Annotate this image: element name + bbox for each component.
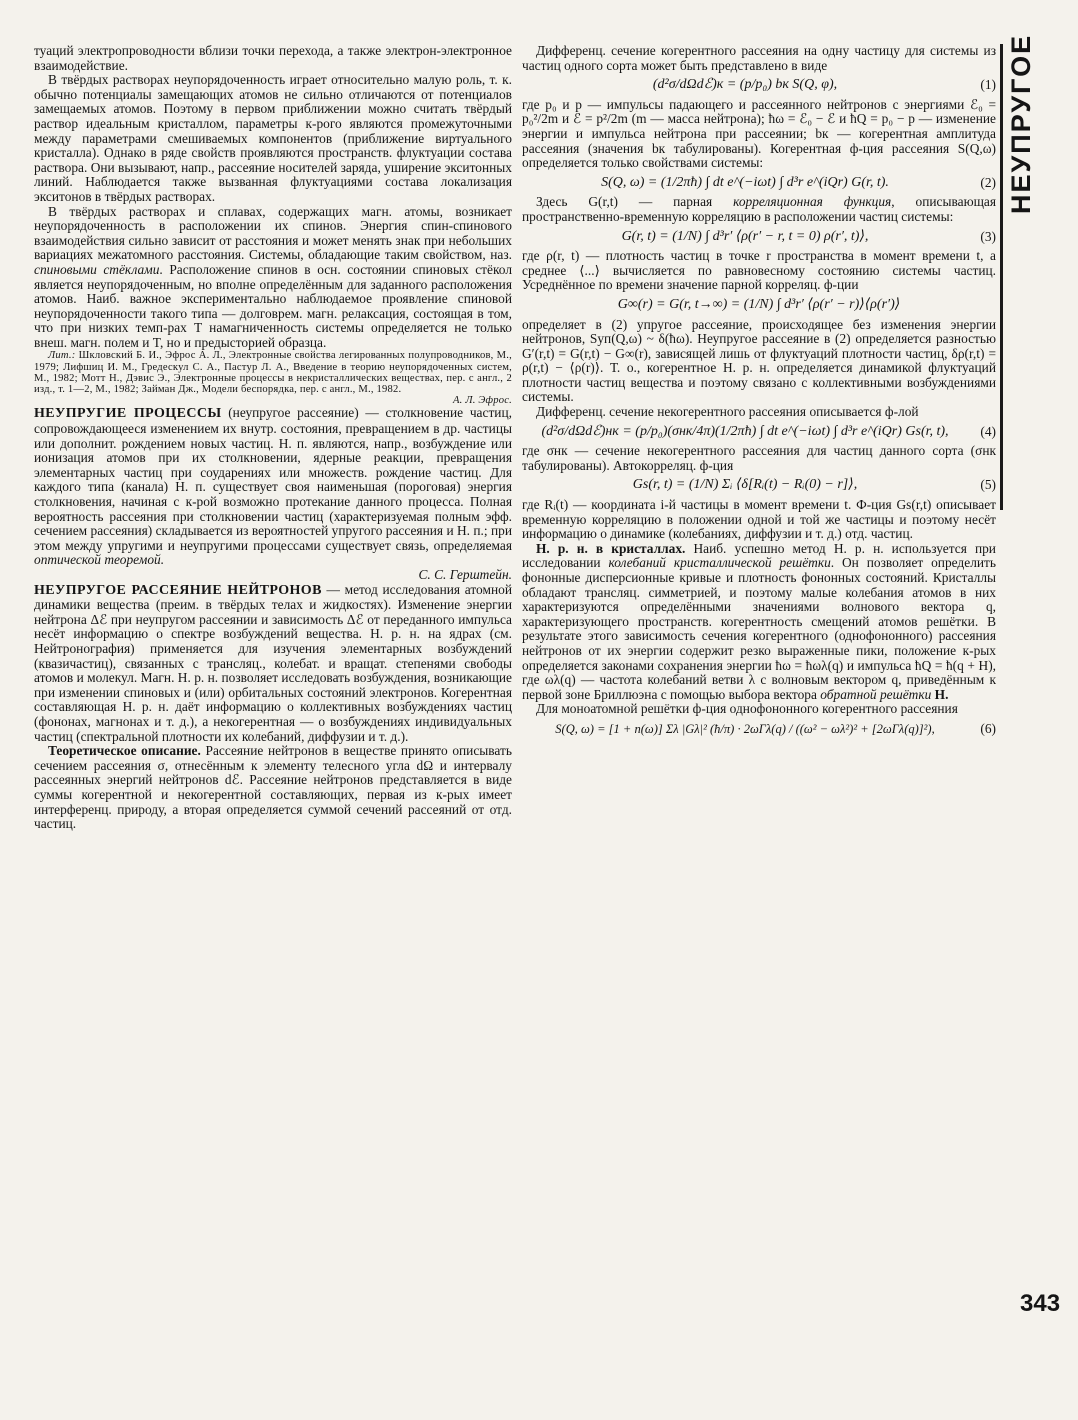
entry-body: — метод исследования атомной динамики вещества (преим. в твёрдых телах и жидкостях). Изменение энергии нейтрона Δℰ при неупругом рассеянии и зависимость Δℰ от переданного импульса несёт информацию о спектре возбуждений вещества. Н. р. н. на ядрах (см. Нейтронография) применяется для изучения элементарных возбуждений (квазичастиц), связанных с трансляц., колебат. и вращат. степенями свободы атомов и молекул. Магн. Н. р. н. позволяет исследовать возбуждения, возникающие при изменении спиновых и (или) орбитальных состояний электронов. Когерентная составляющая Н. р. н. даёт информацию о коллективных возбуждениях частиц (фононах, магнонах и т. д.), а некогерентная — о возбуждениях индивидуальных частиц (спектральной плотности их колебаний, диффузии и т. д.). — [34, 581, 512, 744]
text-run: . Он позволяет определить фононные дисперсионные кривые и плотность фононных состояний. Кристаллы обладают трансляц. симметрией, и поэтому малые колебания атомов в них характеризуются определёнными значениями волнового вектора q, характеризующего пространств. когерентность смещений атомов решётки. В результате этого зависимость сечения когерентного (однофононного) рассеяния нейтронов от их энергии содержит резко выраженные пики, положение к-рых определяется законами сохранения энергии ħω = ħωλ(q) и импульса ħQ = ħ(q + H), где ωλ(q) — частота колебаний ветви λ с волновым вектором q, приведённым к первой зоне Бриллюэна с помощью выбора вектора — [522, 555, 996, 702]
paragraph-incoherent: Дифференц. сечение некогерентного рассеяния описывается ф-лой — [536, 404, 919, 420]
term-spin-glasses: спиновыми стёклами — [34, 261, 160, 277]
headword-inelastic-processes: НЕУПРУГИЕ ПРОЦЕССЫ — [34, 406, 222, 422]
equation-3 — [522, 230, 996, 245]
equation-number: (4) — [980, 423, 996, 439]
margin-rule — [1000, 44, 1003, 510]
entry-inelastic-processes — [34, 406, 512, 582]
lit-text: Шкловский Б. И., Эфрос А. Л., Электронные свойства легированных полупроводников, М., 1979; Лифшиц И. М., Гредескул С. А., Пастур Л. А., Введение в теорию неупорядоченных систем, М., 1982; Мотт Н., Дэвис Э., Электронные процессы в некристаллических веществах, пер. с англ., 2 изд., т. 1—2, М., 1982; Займан Дж., Модели беспорядка, пер. с англ., М., 1982. — [34, 350, 512, 396]
paragraph-solid-solutions: В твёрдых растворах неупорядоченность играет относительно малую роль, т. к. обычно потенциалы замещающих атомов не сильно отличаются от потенциалов замещаемых атомов. Поэтому в первом приближении можно считать твёрдый раствор идеальным кристаллом, параметры к-рого являются промежуточными между параметрами смешиваемых компонентов (приближение виртуального кристалла). Однако в ряде свойств проявляются пространств. флуктуации состава раствора. Они вызывают, напр., рассеяние носителей заряда, уширение экситонных линий. Наблюдается также вызванная флуктуациями состава локализация экситонов в твёрдых растворах. — [34, 72, 512, 204]
lit-label: Лит.: — [48, 350, 76, 362]
left-column — [34, 44, 512, 832]
equation-number: (2) — [980, 174, 996, 190]
equation-2 — [522, 176, 996, 191]
author-signature: А. Л. Эфрос. — [452, 395, 512, 407]
equation-formula: G(r, t) = (1/N) ∫ d³r′ ⟨ρ(r′ − r, t = 0) ρ(r′, t)⟩, — [621, 228, 869, 244]
link-optical-theorem: оптической теоремой. — [34, 552, 165, 568]
equation-g-infinity — [522, 298, 996, 313]
subheading-theory: Теоретическое описание. — [48, 743, 201, 759]
equation-number: (6) — [980, 720, 996, 736]
paragraph-momenta: где p₀ и p — импульсы падающего и рассеянного нейтронов с энергиями ℰ₀ = p₀²/2m и ℰ = p²/2m (m — масса нейтрона); ħω = ℰ₀ − ℰ и ħQ = p₀ − p — изменение энергии и импульса нейтрона при рассеянии; bк — когерентная амплитуда рассеяния (значения bк табулированы). Когерентная ф-ция рассеяния S(Q,ω) определяется только свойствами системы: — [522, 96, 996, 171]
paragraph-coherent-section: Дифференц. сечение когерентного рассеяния на одну частицу для системы из частиц одного сорта может быть представлено в виде — [522, 43, 996, 73]
term-lattice-vibrations: колебаний кристаллической решётки — [608, 555, 831, 571]
author-signature: С. С. Герштейн. — [418, 567, 512, 583]
text-run: , описывающая пространственно-временную корреляцию в расположении частиц системы: — [522, 194, 996, 224]
text-run: Наиб. успешно метод Н. р. н. используется при исследовании — [522, 540, 996, 571]
equation-4 — [522, 425, 996, 440]
text-run: Рассеяние нейтронов в веществе принято описывать сечением рассеяния σ, отнесённым к элементу телесного угла dΩ и интервалу рассеянных энергий нейтронов dℰ. Рассеяние нейтронов представляется в виде суммы когерентной и некогерентной составляющих, первая из к-рых имеет интерференц. природу, а вторая определяется суммой сечений рассеяний от отд. частиц. — [34, 743, 512, 832]
equation-formula — [522, 78, 968, 93]
equation-formula: Gs(r, t) = (1/N) Σᵢ ⟨δ[Rᵢ(t) − Rᵢ(0) − r]⟩, — [632, 477, 858, 493]
eq-lhs: (d²σ/dΩdℰ)к — [652, 77, 724, 93]
equation-formula: (d²σ/dΩdℰ)нк = (p/p₀)(σнк/4π)(1/2πħ) ∫ dt e^(−iωt) ∫ d³r e^(iQr) Gs(r, t), — [541, 423, 949, 439]
term-correlation-function: корреляционная функция — [733, 194, 892, 210]
paragraph-coordinate: где Rᵢ(t) — координата i-й частицы в момент времени t. Ф-ция Gs(r,t) описывает временную корреляцию в положении одной и той же частицы и поэтому несёт информацию о динамике (колебаниях, диффузии и т. д.) отд. частиц. — [522, 497, 996, 542]
equation-number: (1) — [980, 77, 996, 93]
vector-h: H. — [934, 686, 949, 702]
paragraph-monoatomic: Для моноатомной решётки ф-ция однофононного когерентного рассеяния — [536, 701, 958, 717]
paragraph-crystals — [522, 542, 996, 703]
equation-number: (3) — [980, 228, 996, 244]
text-run: Здесь G(r,t) — парная — [536, 194, 713, 210]
equation-number: (5) — [980, 477, 996, 493]
entry-body: (неупругое рассеяние) — столкновение частиц, сопровождающееся изменением их внутр. состояния, превращением в др. частицы или дополнит. рождением новых частиц. Н. п. являются, напр., возбуждение или ионизация атомов при их столкновении, ядерные реакции, превращения элементарных частиц при соударениях или множеств. рождение частиц. Для каждого типа (канала) Н. п. существует своя наименьшая (пороговая) энергия столкновения, начиная с к-рой возможно протекание данного процесса. Полная вероятность рассеяния при столкновении частиц (характеризуемая полным эфф. сечением рассеяния) складывается из вероятностей упругого рассеяния и Н. п.; при этом между упругими и неупругими процессами существует связь, определяемая — [34, 405, 512, 553]
term-reciprocal-lattice: обратной решётки — [820, 686, 932, 702]
text-run: . Расположение спинов в осн. состоянии спиновых стёкол является неупорядоченным, но вполне определённым для заданного расположения атомов. Наиб. важное экспериментально наблюдаемое проявление спиновой неупорядоченности такого типа — долговрем. магн. релаксация, состоящая в том, что при низких темп-рах T намагниченность системы определяется не только внеш. магн. полем и T, но и предысторией образца. — [34, 261, 513, 350]
paragraph-theory — [34, 744, 512, 832]
equation-formula: S(Q, ω) = (1/2πħ) ∫ dt e^(−iωt) ∫ d³r e^(iQr) G(r, t). — [601, 174, 889, 190]
entry-inelastic-neutron-scattering — [34, 583, 512, 745]
equation-6 — [522, 722, 996, 737]
equation-formula: G∞(r) = G(r, t→∞) = (1/N) ∫ d³r′ ⟨ρ(r′ − r)⟩⟨ρ(r′)⟩ — [617, 296, 901, 312]
right-column — [522, 44, 996, 742]
eq-rhs: = (p/p₀) bк S(Q, φ), — [726, 77, 838, 93]
subheading-crystals: Н. р. н. в кристаллах. — [536, 540, 686, 556]
references-efros — [34, 350, 512, 406]
paragraph-spin-glasses — [34, 205, 512, 351]
paragraph-autocorrelation: где σнк — сечение некогерентного рассеяния для частиц данного сорта (σнк табулированы). Автокорреляц. ф-ция — [522, 443, 996, 473]
headword-inelastic-neutron-scattering: НЕУПРУГОЕ РАССЕЯНИЕ НЕЙТРОНОВ — [34, 582, 322, 598]
equation-formula: S(Q, ω) = [1 + n(ω)] Σλ |Gλ|² (ħ/π) · 2ωΓλ(q) / ((ω² − ωλ²)² + [2ωΓλ(q)]²), — [555, 721, 935, 736]
running-head: НЕУПРУГОЕ — [1006, 33, 1036, 214]
paragraph-density: где ρ(r, t) — плотность частиц в точке r пространства в момент времени t, а среднее ⟨...⟩ вычисляется по равновесному состоянию системы частиц. Усреднённое по времени значение парной корреляц. ф-ции — [522, 248, 996, 293]
text-run: В твёрдых растворах и сплавах, содержащих магн. атомы, возникает неупорядоченность в расположении их спинов. Энергия спин-спинового взаимодействия сильно зависит от расстояния и может менять знак при небольших вариациях межатомного расстояния. Системы, обладающие таким свойством, наз. — [34, 203, 512, 263]
equation-5 — [522, 478, 996, 493]
page-number: 343 — [1020, 1290, 1061, 1317]
paragraph-elastic: определяет в (2) упругое рассеяние, происходящее без изменения энергии нейтронов, Sуп(Q,ω) ~ δ(ħω). Неупругое рассеяние в (2) определяется разностью G′(r,t) = G(r,t) − G∞(r), зависящей лишь от флуктуаций плотности частиц, δρ(r,t) = ρ(r,t) − ⟨ρ(r)⟩. Т. о., когерентное Н. р. н. определяется динамикой флуктуаций плотности частиц вещества и поэтому связано с коллективными возбуждениями системы. — [522, 316, 996, 405]
equation-1 — [522, 78, 996, 93]
paragraph-intro: туаций электропроводности вблизи точки перехода, а также электрон-электронное взаимодействие. — [34, 43, 512, 73]
paragraph-pair-correlation — [522, 195, 996, 224]
